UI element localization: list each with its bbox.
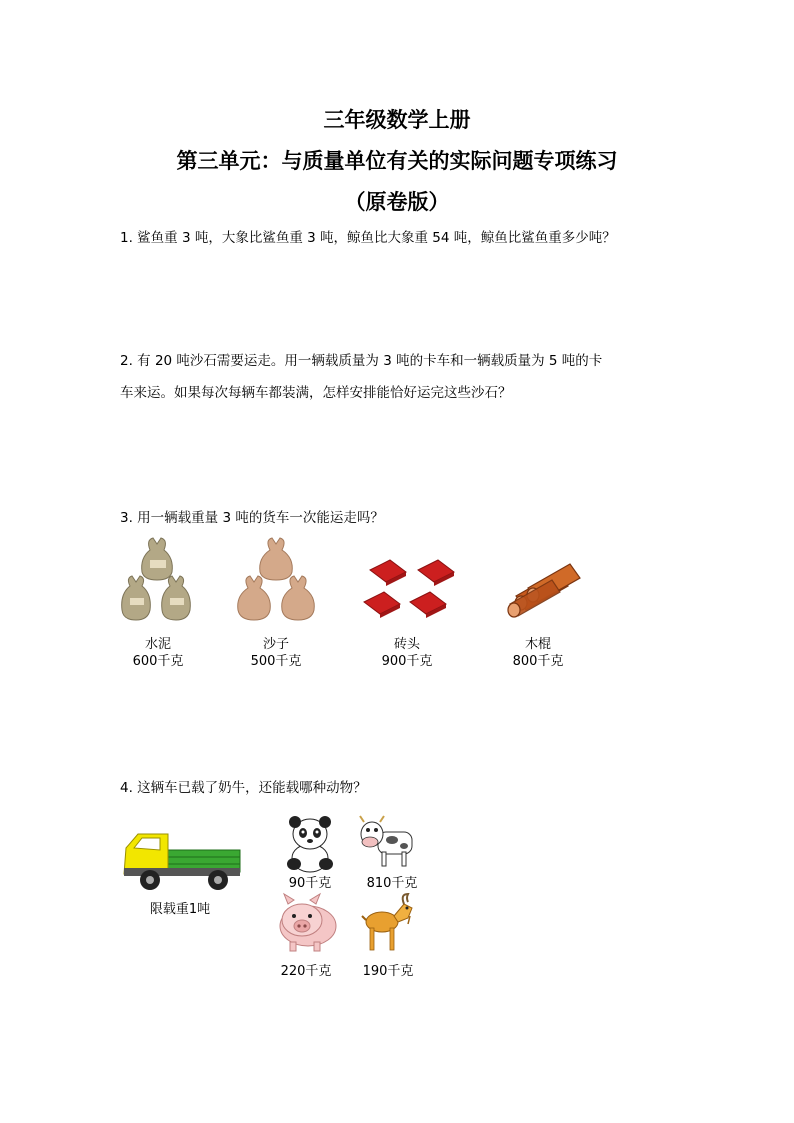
question-4: 4. 这辆车已载了奶牛，还能载哪种动物？ — [120, 780, 367, 796]
cement-name: 水泥 — [144, 637, 171, 652]
sand-name: 沙子 — [262, 637, 289, 652]
page-version-label: （原卷版） — [344, 190, 450, 214]
log-weight: 800千克 — [512, 654, 564, 669]
logs-icon — [502, 562, 582, 618]
brick-weight: 900千克 — [381, 654, 433, 669]
sand-bags-icon — [234, 536, 318, 630]
cow-weight: 810千克 — [366, 876, 418, 891]
cow-icon — [358, 814, 416, 870]
question-1: 1. 鲨鱼重 3 吨，大象比鲨鱼重 3 吨，鲸鱼比大象重 54 吨，鲸鱼比鲨鱼重多少吨？ — [120, 230, 616, 246]
truck-limit-label: 限载重1吨 — [149, 902, 211, 917]
panda-weight: 90千克 — [288, 876, 332, 891]
log-name: 木棍 — [524, 637, 551, 652]
cement-weight: 600千克 — [132, 654, 184, 669]
question-3: 3. 用一辆载重量 3 吨的货车一次能运走吗？ — [120, 510, 384, 526]
question-2-line-2: 车来运。如果每次每辆车都装满，怎样安排能恰好运完这些沙石？ — [120, 385, 512, 401]
page-subtitle: 第三单元：与质量单位有关的实际问题专项练习 — [176, 149, 618, 173]
pig-weight: 220千克 — [280, 964, 332, 979]
goat-icon — [358, 892, 416, 954]
page-title: 三年级数学上册 — [323, 108, 471, 132]
bricks-icon — [360, 556, 464, 620]
panda-icon — [280, 816, 340, 874]
sand-weight: 500千克 — [250, 654, 302, 669]
goat-weight: 190千克 — [362, 964, 414, 979]
cement-bags-icon — [120, 536, 196, 630]
brick-name: 砖头 — [393, 637, 420, 652]
truck-icon — [120, 828, 244, 892]
question-2-line-1: 2. 有 20 吨沙石需要运走。用一辆载质量为 3 吨的卡车和一辆载质量为 5 吨的卡 — [120, 353, 603, 369]
pig-icon — [270, 892, 340, 954]
